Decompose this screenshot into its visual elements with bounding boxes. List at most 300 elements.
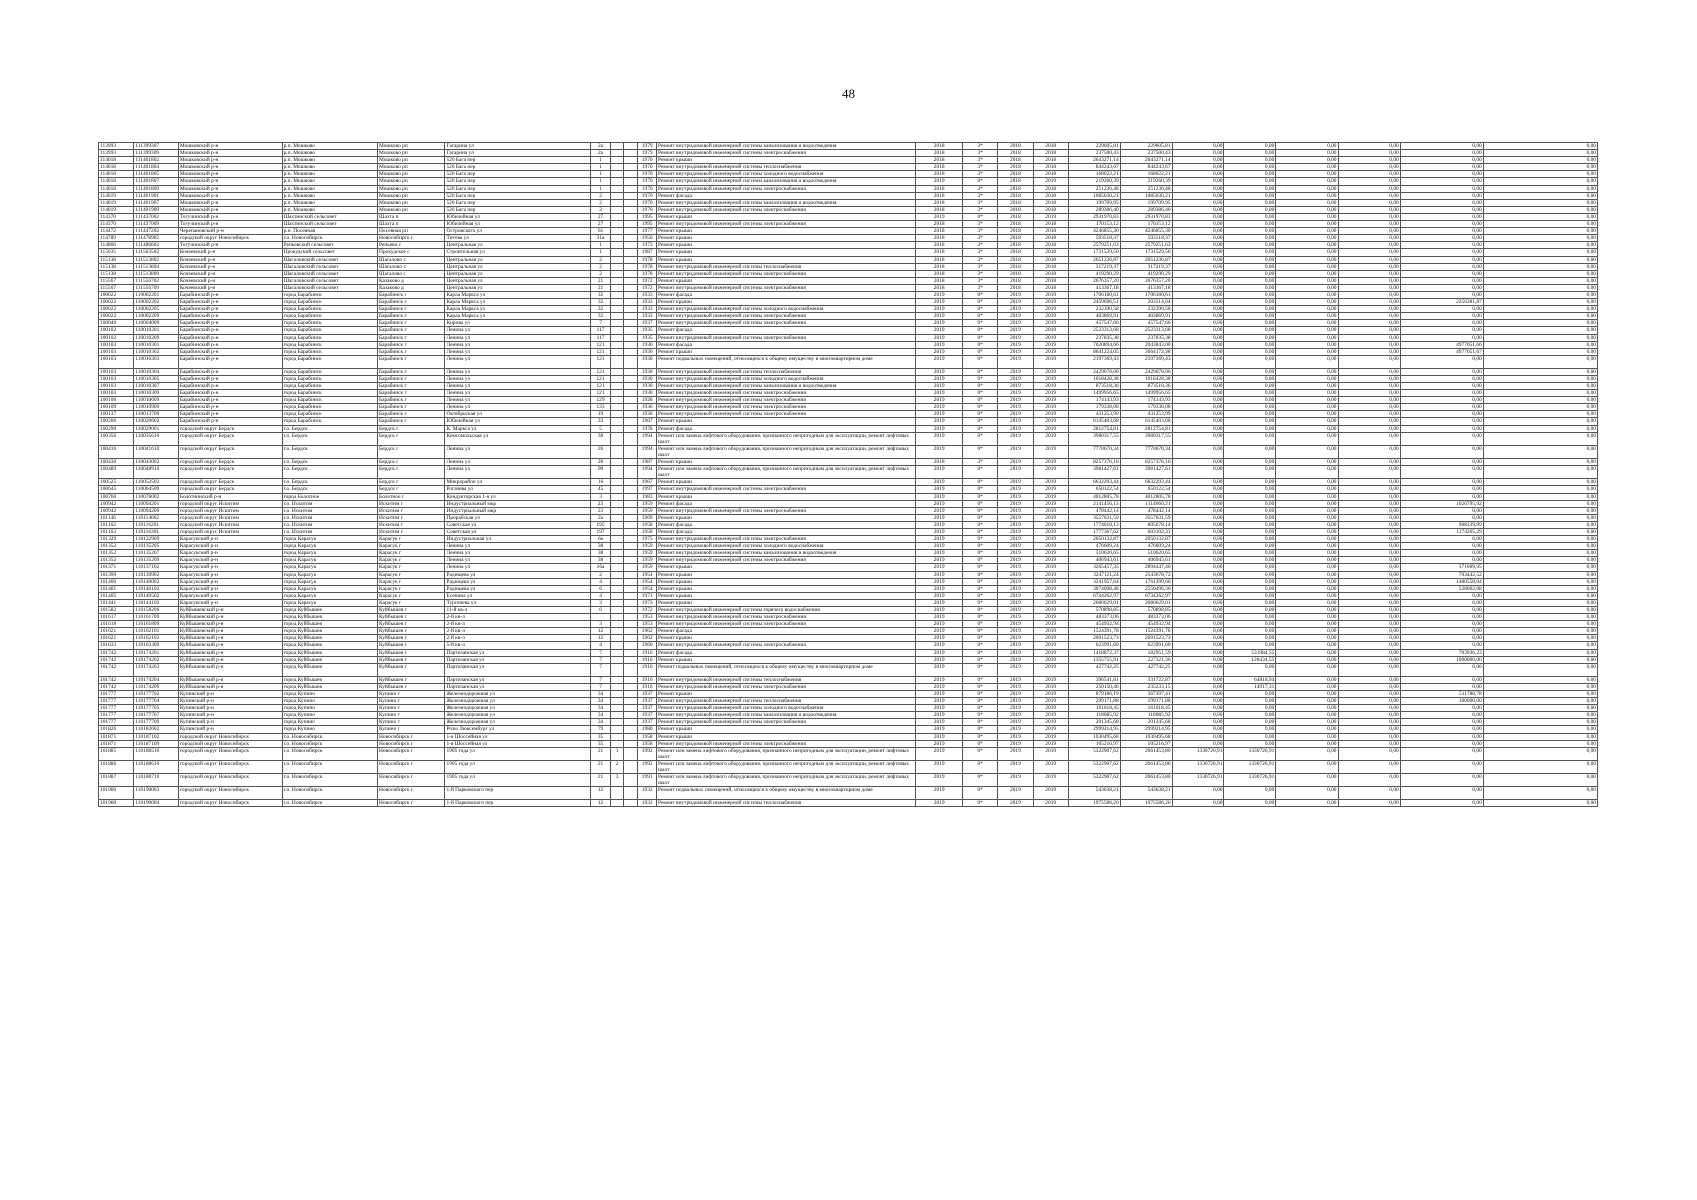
- table-cell-c5: 0,00: [1400, 327, 1483, 334]
- table-cell-district: Мошковский р-н: [178, 206, 282, 213]
- table-cell-y2: 2019: [1033, 432, 1068, 445]
- table-cell-year: 1916: [638, 649, 657, 656]
- table-cell-c5: 0,00: [1400, 313, 1483, 320]
- table-cell-settlement: г.о. Бердск: [282, 466, 377, 479]
- table-cell-house: 121: [590, 348, 611, 355]
- table-cell-fund: 118085,92: [1120, 712, 1172, 719]
- table-cell-total: 179338,08: [1068, 404, 1120, 411]
- table-cell-work: Ремонт внутридомовой инженерной системы электроснабжения: [657, 683, 916, 690]
- table-cell-district: Карасукский р-н: [178, 536, 282, 543]
- table-cell-y1: 2018: [998, 192, 1033, 199]
- table-cell-settlement: город Барабинск: [282, 397, 377, 404]
- table-cell-street: Островского ул: [445, 228, 590, 235]
- table-cell-year: 1970: [638, 192, 657, 199]
- table-cell-c2: 0,00: [1224, 277, 1276, 284]
- table-cell-c1: 0,00: [1172, 192, 1224, 199]
- table-cell-id: 100022: [99, 299, 134, 306]
- table-cell-total: 1085630,21: [1068, 192, 1120, 199]
- table-cell-work: Ремонт крыши: [657, 235, 916, 242]
- table-cell-y1: 2019: [998, 550, 1033, 557]
- table-cell-fund: 427742,25: [1120, 663, 1172, 676]
- table-cell-c5: 0,00: [1400, 334, 1483, 341]
- table-cell-street: 1-я Шоссейная ул: [445, 740, 590, 747]
- table-cell-code: 111556709: [134, 284, 179, 291]
- table-cell-street: Юбилейная ул: [445, 418, 590, 425]
- table-cell-y1: 2019: [998, 747, 1033, 760]
- table-cell-plan_year: 2019: [916, 299, 963, 306]
- table-cell-work: Ремонт внутридомовой инженерной системы канализования и водоотведения: [657, 712, 916, 719]
- table-cell-c4: 0,00: [1338, 299, 1400, 306]
- table-cell-locality: Барабинск г: [378, 306, 445, 313]
- table-row: [99, 418, 1598, 425]
- table-row: [99, 185, 1598, 192]
- table-cell-work: Ремонт внутридомовой инженерной системы канализования и водоотведения: [657, 383, 916, 390]
- table-cell-id: 101352: [99, 550, 134, 557]
- table-cell-street: Ленина ул: [445, 334, 590, 341]
- table-row: [99, 404, 1598, 411]
- table-cell-y2: 2019: [1033, 690, 1068, 697]
- table-cell-korp: [611, 320, 623, 327]
- table-cell-street: Кирова ул: [445, 320, 590, 327]
- table-cell-year: 1958: [638, 521, 657, 528]
- table-cell-c2: 0,00: [1224, 712, 1276, 719]
- table-cell-c2: 0,00: [1224, 543, 1276, 550]
- table-cell-fund: 593518,37: [1120, 235, 1172, 242]
- table-cell-y2: 2019: [1033, 550, 1068, 557]
- table-cell-y1: 2019: [998, 683, 1033, 690]
- table-cell-plan_year: 2019: [916, 571, 963, 578]
- table-cell-fund: 8257376,16: [1120, 459, 1172, 466]
- table-cell-total: 543638,21: [1068, 787, 1120, 800]
- table-cell-c6: 0,00: [1483, 642, 1597, 649]
- table-cell-id: 101885: [99, 747, 134, 760]
- table-cell-korp: [611, 306, 623, 313]
- table-cell-y1: 2018: [998, 185, 1033, 192]
- table-cell-stage: 0*: [963, 740, 998, 747]
- table-cell-c1: 0,00: [1172, 383, 1224, 390]
- table-cell-korp: [611, 712, 623, 719]
- table-cell-locality: Барабинск г: [378, 334, 445, 341]
- table-cell-code: 110140502: [134, 592, 179, 599]
- table-cell-c3: 0,00: [1276, 628, 1338, 635]
- table-cell-code: 110190004: [134, 800, 179, 807]
- table-cell-plan_year: 2019: [916, 676, 963, 683]
- table-cell-street: Радищева ул: [445, 585, 590, 592]
- table-cell-lit: [623, 375, 638, 382]
- table-cell-fund: 6734262,97: [1120, 592, 1172, 599]
- table-cell-settlement: город Барабинск: [282, 383, 377, 390]
- table-cell-korp: [611, 628, 623, 635]
- table-cell-c3: 0,00: [1276, 291, 1338, 298]
- table-cell-c6: 0,00: [1483, 425, 1597, 432]
- table-cell-plan_year: 2018: [916, 228, 963, 235]
- table-cell-y2: 2019: [1033, 500, 1068, 507]
- table-cell-id: 101742: [99, 663, 134, 676]
- table-cell-y2: 2019: [1033, 585, 1068, 592]
- table-row: [99, 663, 1598, 676]
- table-cell-plan_year: 2018: [916, 284, 963, 291]
- table-cell-house: 121: [590, 355, 611, 368]
- table-cell-plan_year: 2019: [916, 800, 963, 807]
- table-cell-c2: 0,00: [1224, 164, 1276, 171]
- table-cell-korp: [611, 800, 623, 807]
- table-cell-work: Ремонт фасада: [657, 521, 916, 528]
- table-cell-c5: 0,00: [1400, 185, 1483, 192]
- table-cell-code: 111399309: [134, 150, 179, 157]
- table-cell-c2: 0,00: [1224, 585, 1276, 592]
- table-cell-c1: 0,00: [1172, 213, 1224, 220]
- table-cell-stage: 0*: [963, 397, 998, 404]
- table-cell-plan_year: 2019: [916, 614, 963, 621]
- table-cell-id: 114018: [99, 185, 134, 192]
- table-cell-c5: 0,00: [1400, 228, 1483, 235]
- table-cell-y1: 2019: [998, 719, 1033, 726]
- table-cell-settlement: город Купино: [282, 690, 377, 697]
- table-cell-year: 1928: [638, 397, 657, 404]
- table-cell-y2: 2019: [1033, 178, 1068, 185]
- table-cell-c1: 0,00: [1172, 221, 1224, 228]
- table-cell-c1: 0,00: [1172, 390, 1224, 397]
- table-cell-y1: 2019: [998, 425, 1033, 432]
- table-cell-c4: 0,00: [1338, 213, 1400, 220]
- table-cell-lit: [623, 157, 638, 164]
- table-cell-code: 111401805: [134, 171, 179, 178]
- table-cell-lit: [623, 500, 638, 507]
- table-cell-street: Центральная ул: [445, 277, 590, 284]
- table-cell-c2: 0,00: [1224, 228, 1276, 235]
- table-cell-plan_year: 2019: [916, 507, 963, 514]
- table-cell-work: Ремонт или замена лифтового оборудования, признанного непригодным для эксплуатации, ремонт лифтовых шахт: [657, 747, 916, 760]
- table-cell-korp: [611, 564, 623, 571]
- table-cell-street: 1905 года ул: [445, 760, 590, 773]
- table-row: [99, 514, 1598, 521]
- table-cell-y1: 2019: [998, 607, 1033, 614]
- table-row: [99, 599, 1598, 606]
- table-cell-c3: 0,00: [1276, 585, 1338, 592]
- table-cell-c2: 0,00: [1224, 642, 1276, 649]
- table-cell-c3: 0,00: [1276, 256, 1338, 263]
- table-cell-locality: Куйбышев г: [378, 656, 445, 663]
- table-cell-house: 2: [590, 206, 611, 213]
- table-row: [99, 800, 1598, 807]
- table-cell-c3: 0,00: [1276, 164, 1338, 171]
- table-cell-lit: [623, 341, 638, 348]
- table-cell-street: 520 Бага пер: [445, 199, 590, 206]
- register-body: [99, 143, 1598, 807]
- table-cell-id: 101441: [99, 599, 134, 606]
- table-cell-year: 1953: [638, 621, 657, 628]
- table-cell-c6: 0,00: [1483, 143, 1597, 150]
- table-cell-locality: Новосибирск г: [378, 774, 445, 787]
- table-cell-c1: 0,00: [1172, 355, 1224, 368]
- table-cell-year: 1962: [638, 628, 657, 635]
- table-cell-y2: 2018: [1033, 270, 1068, 277]
- table-cell-c5: 0,00: [1400, 592, 1483, 599]
- table-cell-year: 1967: [638, 418, 657, 425]
- table-cell-locality: Репьево с: [378, 242, 445, 249]
- table-cell-c1: 0,00: [1172, 479, 1224, 486]
- table-row: [99, 536, 1598, 543]
- table-cell-y2: 2019: [1033, 306, 1068, 313]
- table-cell-code: 111478902: [134, 235, 179, 242]
- table-cell-lit: [623, 733, 638, 740]
- table-cell-korp: [611, 291, 623, 298]
- table-row: [99, 550, 1598, 557]
- table-cell-district: Кочеевский р-н: [178, 249, 282, 256]
- table-cell-house: 2а: [590, 150, 611, 157]
- table-cell-street: Рогачева ул: [445, 486, 590, 493]
- table-cell-c4: 0,00: [1338, 592, 1400, 599]
- table-row: [99, 445, 1598, 458]
- table-cell-y2: 2019: [1033, 774, 1068, 787]
- table-cell-settlement: город Куйбышев: [282, 621, 377, 628]
- table-cell-lit: [623, 607, 638, 614]
- table-cell-house: 28: [590, 459, 611, 466]
- table-cell-code: 110094209: [134, 507, 179, 514]
- table-cell-id: 100103: [99, 390, 134, 397]
- table-cell-year: 1937: [638, 698, 657, 705]
- table-cell-c1: 0,00: [1172, 787, 1224, 800]
- table-cell-y2: 2019: [1033, 479, 1068, 486]
- table-row: [99, 270, 1598, 277]
- table-cell-house: 1: [590, 185, 611, 192]
- table-cell-stage: 0*: [963, 599, 998, 606]
- table-cell-district: городской округ Искитим: [178, 507, 282, 514]
- table-cell-district: Куйбышевский р-н: [178, 663, 282, 676]
- table-cell-code: 110163309: [134, 642, 179, 649]
- table-cell-stage: 0*: [963, 368, 998, 375]
- table-cell-y2: 2019: [1033, 313, 1068, 320]
- table-cell-district: Карасукский р-н: [178, 550, 282, 557]
- table-cell-house: 1: [590, 178, 611, 185]
- table-cell-fund: 179338,08: [1120, 404, 1172, 411]
- table-cell-settlement: город Куйбышев: [282, 607, 377, 614]
- table-cell-year: 1930: [638, 375, 657, 382]
- table-cell-c4: 0,00: [1338, 404, 1400, 411]
- table-cell-korp: [611, 143, 623, 150]
- table-cell-stage: 3*: [963, 221, 998, 228]
- table-cell-work: Ремонт внутридомовой инженерной системы электроснабжения: [657, 507, 916, 514]
- table-cell-c2: 0,00: [1224, 466, 1276, 479]
- table-cell-stage: 0*: [963, 536, 998, 543]
- table-cell-district: Болотнинский р-н: [178, 493, 282, 500]
- table-cell-c4: 0,00: [1338, 726, 1400, 733]
- table-cell-c1: 0,00: [1172, 178, 1224, 185]
- table-cell-c1: 0,00: [1172, 690, 1224, 697]
- table-cell-stage: 0*: [963, 649, 998, 656]
- table-cell-c5: 0,00: [1400, 614, 1483, 621]
- table-cell-street: Ленина ул: [445, 383, 590, 390]
- table-cell-korp: [611, 299, 623, 306]
- table-cell-c3: 0,00: [1276, 397, 1338, 404]
- table-cell-c1: 0,00: [1172, 607, 1224, 614]
- table-cell-c1: 0,00: [1172, 621, 1224, 628]
- table-row: [99, 683, 1598, 690]
- table-cell-c5: 0,00: [1400, 206, 1483, 213]
- table-cell-korp: [611, 185, 623, 192]
- table-row: [99, 592, 1598, 599]
- table-cell-stage: 0*: [963, 313, 998, 320]
- table-cell-korp: [611, 157, 623, 164]
- table-cell-work: Ремонт крыши: [657, 299, 916, 306]
- table-cell-street: Ленина ул: [445, 557, 590, 564]
- table-cell-settlement: город Барабинск: [282, 299, 377, 306]
- table-cell-c3: 0,00: [1276, 521, 1338, 528]
- table-cell-lit: [623, 599, 638, 606]
- table-cell-korp: [611, 432, 623, 445]
- table-cell-code: 110177704: [134, 698, 179, 705]
- table-cell-c4: 0,00: [1338, 390, 1400, 397]
- table-cell-work: Ремонт фасада: [657, 341, 916, 348]
- table-cell-stage: 0*: [963, 334, 998, 341]
- table-cell-id: 100022: [99, 313, 134, 320]
- table-cell-c4: 0,00: [1338, 543, 1400, 550]
- table-cell-stage: 0*: [963, 479, 998, 486]
- table-cell-fund: 317219,37: [1120, 263, 1172, 270]
- table-cell-c5: 0,00: [1400, 235, 1483, 242]
- table-cell-y1: 2019: [998, 557, 1033, 564]
- table-cell-c1: 0,00: [1172, 740, 1224, 747]
- table-cell-district: Мошковский р-н: [178, 157, 282, 164]
- table-cell-c1: 0,00: [1172, 206, 1224, 213]
- table-cell-street: Партизанская ул: [445, 656, 590, 663]
- table-cell-lit: [623, 528, 638, 535]
- table-cell-c2: 0,00: [1224, 270, 1276, 277]
- table-cell-id: 100106: [99, 397, 134, 404]
- table-cell-c2: 0,00: [1224, 242, 1276, 249]
- table-cell-c2: 0,00: [1224, 635, 1276, 642]
- table-cell-stage: 0*: [963, 733, 998, 740]
- table-cell-id: 101871: [99, 740, 134, 747]
- table-cell-year: 1967: [638, 479, 657, 486]
- table-row: [99, 199, 1598, 206]
- table-cell-y2: 2019: [1033, 578, 1068, 585]
- table-row: [99, 164, 1598, 171]
- table-cell-c4: 0,00: [1338, 635, 1400, 642]
- table-cell-code: 110174203: [134, 663, 179, 676]
- table-cell-street: Прорабская ул: [445, 514, 590, 521]
- table-cell-code: 110162101: [134, 628, 179, 635]
- table-cell-settlement: г.о. Новосибирск: [282, 774, 377, 787]
- table-cell-house: 121: [590, 368, 611, 375]
- table-cell-y1: 2018: [998, 157, 1033, 164]
- table-cell-code: 111447202: [134, 228, 179, 235]
- table-cell-settlement: Шагаловский сельсовет: [282, 277, 377, 284]
- table-cell-house: 117: [590, 334, 611, 341]
- table-cell-korp: [611, 690, 623, 697]
- table-cell-code: 111401901: [134, 192, 179, 199]
- table-cell-plan_year: 2018: [916, 270, 963, 277]
- table-cell-c5: 0,00: [1400, 787, 1483, 800]
- table-cell-locality: Мошково рп: [378, 185, 445, 192]
- table-cell-id: 101146: [99, 514, 134, 521]
- table-cell-id: 101633: [99, 642, 134, 649]
- table-cell-c2: 0,00: [1224, 719, 1276, 726]
- table-cell-c6: 0,00: [1483, 740, 1597, 747]
- table-cell-stage: 3*: [963, 164, 998, 171]
- table-cell-fund: 174143,93: [1120, 397, 1172, 404]
- table-cell-c6: 0,00: [1483, 383, 1597, 390]
- table-cell-settlement: город Барабинск: [282, 418, 377, 425]
- table-cell-work: Ремонт крыши: [657, 599, 916, 606]
- table-cell-y2: 2019: [1033, 557, 1068, 564]
- table-row: [99, 291, 1598, 298]
- table-cell-fund: 235233,15: [1120, 683, 1172, 690]
- table-cell-korp: [611, 571, 623, 578]
- table-cell-c1: 0,00: [1172, 284, 1224, 291]
- table-cell-lit: [623, 466, 638, 479]
- table-row: [99, 705, 1598, 712]
- table-cell-total: 650122,54: [1068, 486, 1120, 493]
- table-cell-total: 1774018,13: [1068, 521, 1120, 528]
- table-cell-plan_year: 2019: [916, 368, 963, 375]
- table-cell-c2: 0,00: [1224, 432, 1276, 445]
- table-cell-c5: 1026795,92: [1400, 500, 1483, 507]
- table-cell-settlement: город Барабинск: [282, 334, 377, 341]
- table-cell-lit: [623, 383, 638, 390]
- table-cell-c1: 0,00: [1172, 306, 1224, 313]
- table-cell-total: 457547,66: [1068, 320, 1120, 327]
- table-cell-plan_year: 2019: [916, 334, 963, 341]
- table-cell-stage: 0*: [963, 466, 998, 479]
- table-cell-fund: 219260,39: [1120, 178, 1172, 185]
- table-cell-year: 1935: [638, 334, 657, 341]
- table-cell-id: 101621: [99, 635, 134, 642]
- table-cell-locality: Бердск г: [378, 445, 445, 458]
- table-cell-c2: 0,00: [1224, 284, 1276, 291]
- table-cell-y1: 2019: [998, 635, 1033, 642]
- table-cell-total: 2651236,87: [1068, 256, 1120, 263]
- table-cell-fund: 251236,48: [1120, 185, 1172, 192]
- table-cell-c3: 0,00: [1276, 642, 1338, 649]
- table-cell-house: 3: [590, 493, 611, 500]
- table-cell-c3: 0,00: [1276, 213, 1338, 220]
- table-cell-locality: Мошково рп: [378, 164, 445, 171]
- table-cell-lit: [623, 284, 638, 291]
- table-row: [99, 493, 1598, 500]
- table-cell-lit: [623, 493, 638, 500]
- table-cell-stage: 3*: [963, 150, 998, 157]
- table-cell-c5: 100000,00: [1400, 698, 1483, 705]
- table-cell-c5: 4977051,67: [1400, 348, 1483, 355]
- table-cell-locality: Бердск г: [378, 459, 445, 466]
- table-cell-stage: 0*: [963, 663, 998, 676]
- table-cell-work: Ремонт внутридомовой инженерной системы электроснабжения: [657, 313, 916, 320]
- table-cell-c2: 0,00: [1224, 157, 1276, 164]
- table-cell-c4: 0,00: [1338, 649, 1400, 656]
- table-cell-settlement: город Карасук: [282, 592, 377, 599]
- table-cell-settlement: г.о. Искитим: [282, 521, 377, 528]
- table-cell-y2: 2018: [1033, 221, 1068, 228]
- table-cell-district: Тогучинский р-н: [178, 221, 282, 228]
- table-cell-plan_year: 2019: [916, 536, 963, 543]
- table-cell-plan_year: 2019: [916, 479, 963, 486]
- table-cell-settlement: г.о. Новосибирск: [282, 740, 377, 747]
- table-cell-c6: 0,00: [1483, 277, 1597, 284]
- table-cell-y2: 2019: [1033, 787, 1068, 800]
- table-cell-street: Титова ул: [445, 235, 590, 242]
- table-cell-korp: [611, 221, 623, 228]
- table-cell-lit: [623, 571, 638, 578]
- table-cell-district: городской округ Новосибирск: [178, 760, 282, 773]
- table-cell-stage: 0*: [963, 642, 998, 649]
- table-cell-stage: 0*: [963, 614, 998, 621]
- table-cell-locality: Барабинск г: [378, 355, 445, 368]
- table-cell-house: 7: [590, 656, 611, 663]
- table-cell-c6: 0,00: [1483, 178, 1597, 185]
- table-cell-y1: 2018: [998, 249, 1033, 256]
- table-cell-total: 201345,68: [1068, 719, 1120, 726]
